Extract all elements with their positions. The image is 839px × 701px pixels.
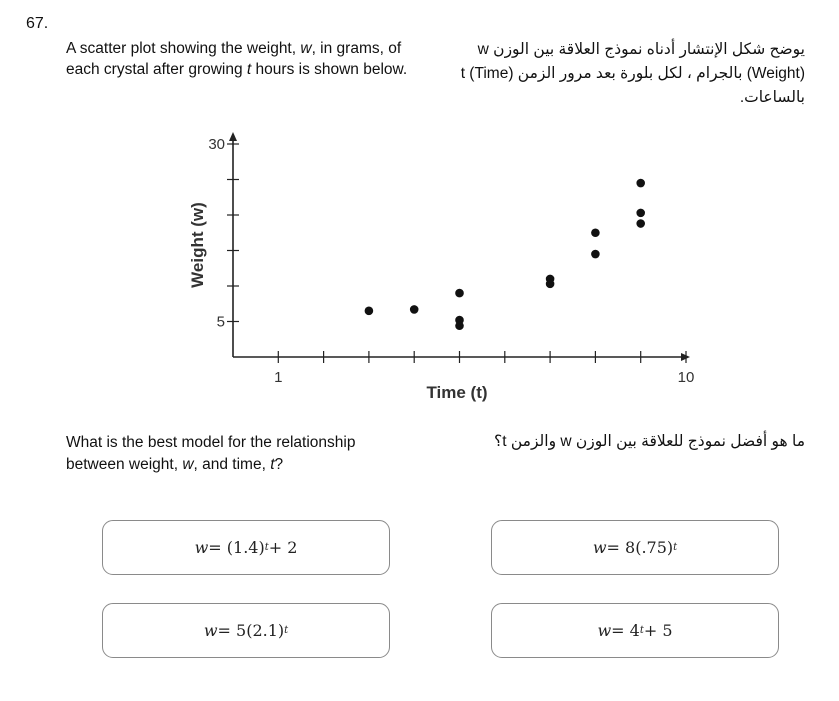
question-var-w: w [182,456,194,473]
choice-tail: + 2 [268,538,298,557]
choice-c-button[interactable] [102,603,390,658]
data-point [455,289,464,298]
data-point [410,305,419,314]
data-point [591,250,600,259]
prompt-text: A scatter plot showing the weight, [66,40,301,57]
choice-equation: = 4 [611,621,640,640]
choice-exponent: t [673,542,678,553]
prompt-var-t: t [246,61,252,78]
x-tick-label: 1 [274,369,283,386]
question-arabic: ما هو أفضل نموذج للعلاقة بين الوزن w والزمن t؟ [494,433,805,450]
data-point [636,209,645,218]
choice-d-button[interactable] [491,603,779,658]
question-english [66,432,416,476]
data-point [591,228,600,237]
prompt-var-w: w [300,40,312,57]
choice-var: w [592,538,607,557]
question-number: 67. [26,15,49,32]
choice-a-button[interactable] [102,520,390,575]
choice-var: w [597,621,612,640]
choice-tail: + 5 [643,621,673,640]
choice-equation: = 8(.75) [606,538,674,557]
choice-exponent: t [284,625,289,636]
choice-exponent: t [264,542,269,553]
choice-exponent: t [639,625,644,636]
data-point [365,307,374,316]
choice-var: w [203,621,218,640]
prompt-text: hours is shown below. [251,61,408,78]
y-axis-label: Weight (w) [188,202,207,288]
x-tick-label: 10 [677,369,695,386]
choice-var: w [194,538,209,557]
data-point [546,280,555,289]
y-tick-label: 5 [216,313,225,331]
question-text: ? [274,456,284,473]
prompt-arabic: يوضح شكل الإنتشار أدناه نموذج العلاقة بين الوزن w (Weight) بالجرام ، لكل بلورة بعد مرور الزمن t (Time) بالساعات. [460,41,805,106]
question-text: What is the best model for the relationship between weight, [66,434,356,473]
y-axis-arrow [229,132,237,141]
choice-equation: = (1.4) [208,538,265,557]
data-point [636,179,645,188]
x-axis-label: Time (t) [426,383,488,402]
question-text: , and time, [193,456,271,473]
question-var-t: t [270,456,275,473]
choice-equation: = 5(2.1) [217,621,285,640]
prompt-text: , in grams, of each crystal after growing [66,40,402,78]
data-point [636,219,645,228]
y-tick-label: 30 [208,136,225,153]
data-point [455,321,464,330]
choice-b-button[interactable] [491,520,779,575]
